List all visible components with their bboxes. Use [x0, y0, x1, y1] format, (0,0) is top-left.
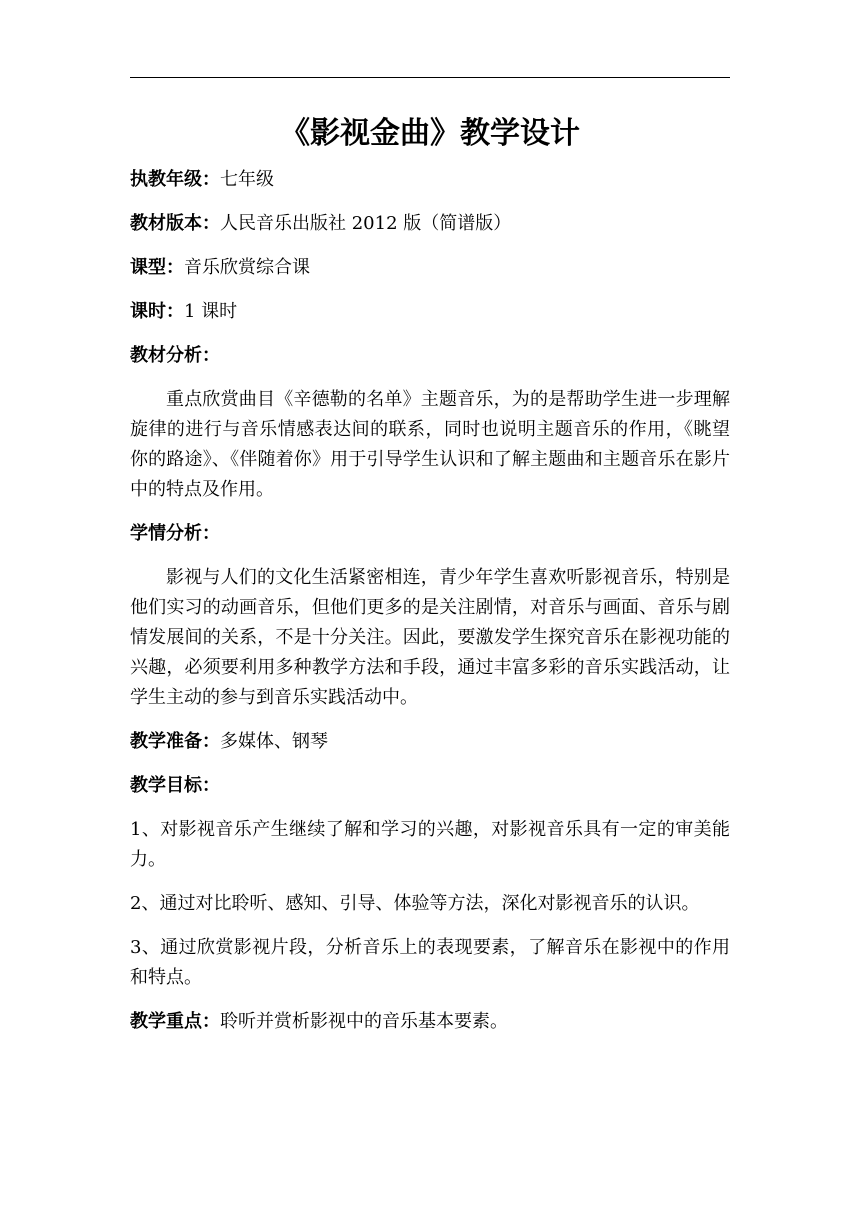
preparation-line — [130, 727, 730, 757]
textbook-label: 教材版本： — [130, 213, 220, 234]
class-hours-value: 1 课时 — [184, 301, 238, 322]
objectives-label: 教学目标： — [130, 775, 220, 796]
material-analysis-heading — [130, 341, 730, 371]
objective-item-2: 2、通过对比聆听、感知、引导、体验等方法，深化对影视音乐的认识。 — [130, 893, 700, 914]
preparation-value: 多媒体、钢琴 — [220, 731, 328, 752]
lesson-type-line — [130, 253, 730, 283]
material-analysis-label: 教材分析： — [130, 345, 220, 366]
objective-item-3: 3、通过欣赏影视片段，分析音乐上的表现要素，了解音乐在影视中的作用和特点。 — [130, 937, 730, 988]
key-point-line — [130, 1007, 730, 1037]
student-analysis-label: 学情分析： — [130, 523, 220, 544]
grade-label: 执教年级： — [130, 169, 220, 190]
class-hours-label: 课时： — [130, 301, 184, 322]
student-analysis-paragraph: 影视与人们的文化生活紧密相连，青少年学生喜欢听影视音乐，特别是他们实习的动画音乐，但他们更多的是关注剧情，对音乐与画面、音乐与剧情发展间的关系，不是十分关注。因此，要激发学生探究音乐在影视功能的兴趣，必须要利用多种教学方法和手段，通过丰富多彩的音乐实践活动，让学生主动的参与到音乐实践活动中。 — [130, 567, 730, 708]
grade-line — [130, 165, 730, 195]
document-body — [130, 165, 730, 1051]
textbook-line — [130, 209, 730, 239]
objective-item-1: 1、对影视音乐产生继续了解和学习的兴趣，对影视音乐具有一定的审美能力。 — [130, 819, 730, 870]
student-analysis-heading — [130, 519, 730, 549]
header-rule — [130, 77, 730, 78]
grade-value: 七年级 — [220, 169, 274, 190]
key-point-label: 教学重点： — [130, 1011, 220, 1032]
preparation-label: 教学准备： — [130, 731, 220, 752]
lesson-type-value: 音乐欣赏综合课 — [184, 257, 310, 278]
textbook-value: 人民音乐出版社 2012 版（简谱版） — [220, 213, 512, 234]
document-title: 《影视金曲》教学设计 — [280, 116, 580, 151]
class-hours-line — [130, 297, 730, 327]
lesson-type-label: 课型： — [130, 257, 184, 278]
material-analysis-paragraph: 重点欣赏曲目《辛德勒的名单》主题音乐，为的是帮助学生进一步理解旋律的进行与音乐情感表达间的联系，同时也说明主题音乐的作用，《眺望你的路途》、《伴随着你》用于引导学生认识和了解主题曲和主题音乐在影片中的特点及作用。 — [130, 389, 730, 500]
key-point-value: 聆听并赏析影视中的音乐基本要素。 — [220, 1011, 508, 1032]
objectives-heading — [130, 771, 730, 801]
